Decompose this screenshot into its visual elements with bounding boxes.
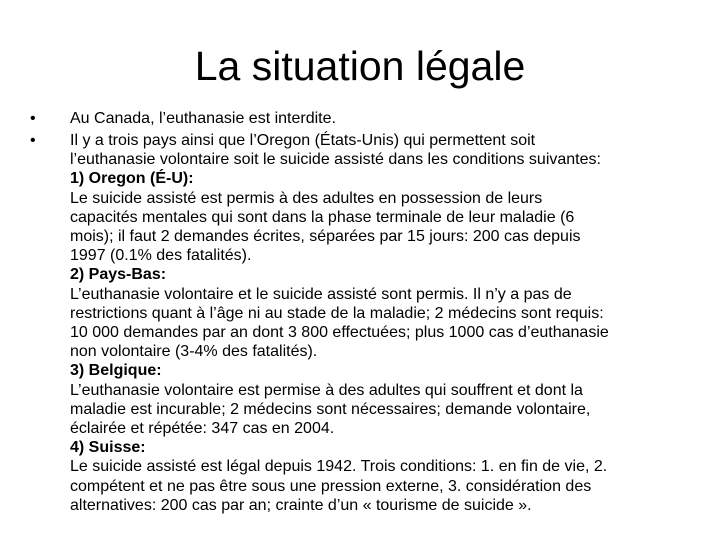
bullet-text-line: 1997 (0.1% des fatalités). <box>70 247 252 265</box>
subheading-belgique: 3) Belgique: <box>70 362 162 380</box>
bullet-text-line: mois); il faut 2 demandes écrites, séparées par 15 jours: 200 cas depuis <box>70 228 581 246</box>
bullet-text-line: l’euthanasie volontaire soit le suicide assisté dans les conditions suivantes: <box>70 151 601 169</box>
bullet-text-line: compétent et ne pas être sous une pression externe, 3. considération des <box>70 477 592 495</box>
bullet-list <box>0 109 720 518</box>
bullet-marker: • <box>30 110 36 127</box>
bullet-text-line: L’euthanasie volontaire et le suicide assisté sont permis. Il n’y a pas de <box>70 285 572 303</box>
bullet-text-line: maladie est incurable; 2 médecins sont nécessaires; demande volontaire, <box>70 400 591 418</box>
bullet-text: Au Canada, l’euthanasie est interdite. <box>70 110 336 127</box>
bullet-item-canada <box>0 109 720 128</box>
bullet-text-line: Le suicide assisté est légal depuis 1942. Trois conditions: 1. en fin de vie, 2. <box>70 458 608 476</box>
bullet-text-line: Il y a trois pays ainsi que l’Oregon (États-Unis) qui permettent soit <box>70 132 536 149</box>
subheading-oregon: 1) Oregon (É-U): <box>70 170 194 188</box>
bullet-text-line: non volontaire (3-4% des fatalités). <box>70 343 318 361</box>
bullet-text-line: 10 000 demandes par an dont 3 800 effectuées; plus 1000 cas d’euthanasie <box>70 324 609 342</box>
bullet-item-countries <box>0 131 720 515</box>
subheading-pays-bas: 2) Pays-Bas: <box>70 266 167 284</box>
subheading-suisse: 4) Suisse: <box>70 439 146 457</box>
bullet-marker: • <box>30 132 36 149</box>
bullet-text-line: éclairée et répétée: 347 cas en 2004. <box>70 420 335 438</box>
slide-title: La situation légale <box>194 43 526 89</box>
bullet-text-line: capacités mentales qui sont dans la phase terminale de leur maladie (6 <box>70 208 575 226</box>
bullet-text-line: alternatives: 200 cas par an; crainte d’un « tourisme de suicide ». <box>70 496 532 514</box>
bullet-text-line: L’euthanasie volontaire est permise à des adultes qui souffrent et dont la <box>70 381 583 399</box>
bullet-text-line: restrictions quant à l’âge ni au stade de la maladie; 2 médecins sont requis: <box>70 304 604 322</box>
bullet-text-line: Le suicide assisté est permis à des adultes en possession de leurs <box>70 189 543 207</box>
